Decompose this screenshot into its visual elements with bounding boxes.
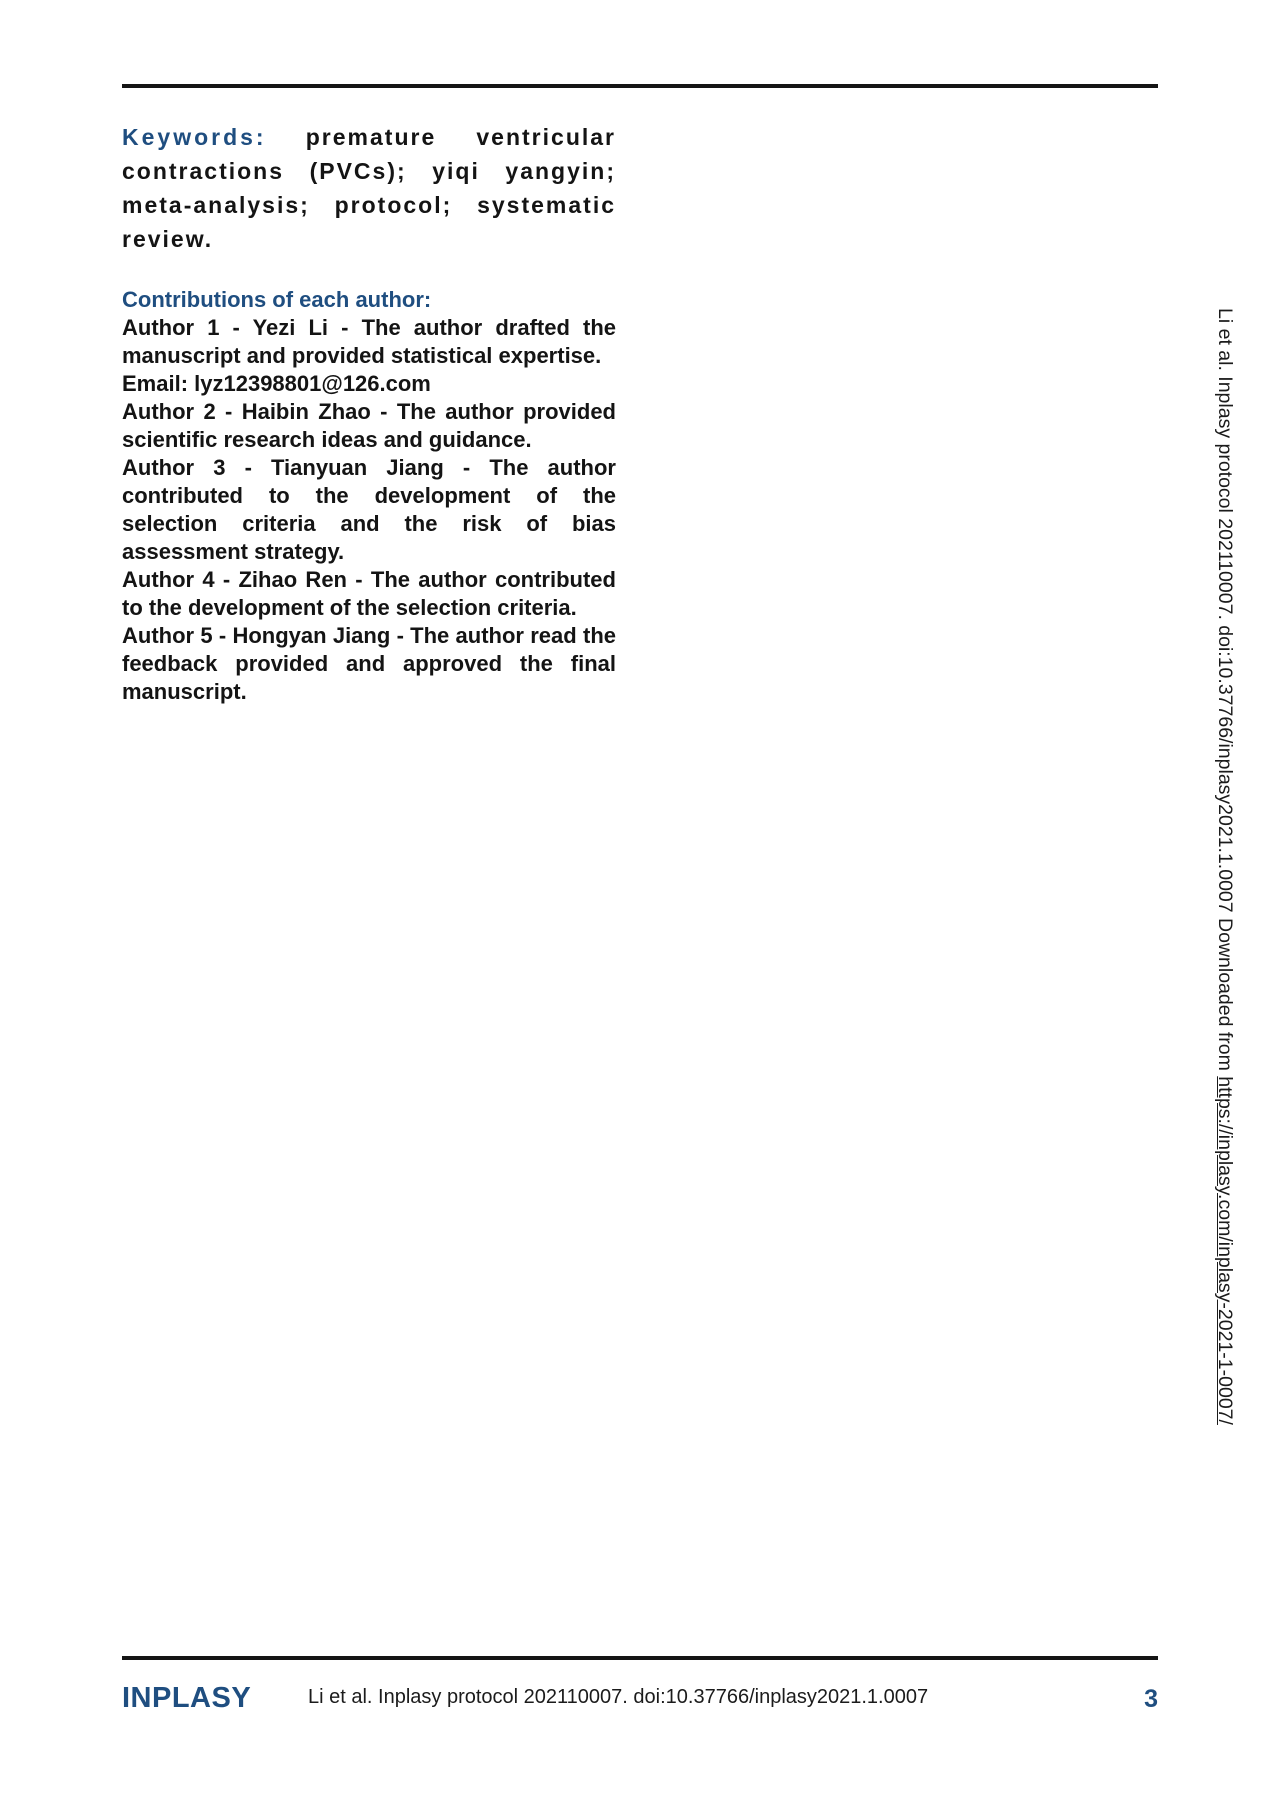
author-2-contribution: Author 2 - Haibin Zhao - The author provided scientific research ideas and guidance. [122,399,616,452]
author-1-contribution: Author 1 - Yezi Li - The author drafted the manuscript and provided statistical expertise. [122,315,616,368]
bottom-rule [122,1656,1158,1660]
keywords-text: premature ventricular contractions (PVCs); yiqi yangyin; meta-analysis; protocol; systematic review. [122,124,616,252]
download-note-text: Li et al. Inplasy protocol 202110007. doi:10.37766/inplasy2021.1.0007 Downloaded from [1214,308,1236,1077]
author-1-email: Email: lyz12398801@126.com [122,371,431,396]
contributions-heading: Contributions of each author: [122,287,432,312]
inplasy-logo: INPLASY [122,1682,252,1714]
page-number: 3 [1144,1685,1158,1713]
footer-citation: Li et al. Inplasy protocol 202110007. doi:10.37766/inplasy2021.1.0007 [308,1686,929,1708]
main-column [122,120,616,706]
author-3-contribution: Author 3 - Tianyuan Jiang - The author contributed to the development of the selection criteria and the risk of bias assessment strategy. [122,455,616,564]
download-link[interactable]: https://inplasy.com/inplasy-2021-1-0007/ [1214,1076,1236,1425]
vertical-download-note [1214,308,1236,1425]
top-rule [122,84,1158,88]
author-5-contribution: Author 5 - Hongyan Jiang - The author read the feedback provided and approved the final manuscript. [122,623,616,704]
keywords-paragraph [122,120,616,256]
keywords-label: Keywords: [122,124,267,150]
author-4-contribution: Author 4 - Zihao Ren - The author contributed to the development of the selection criteria. [122,567,616,620]
